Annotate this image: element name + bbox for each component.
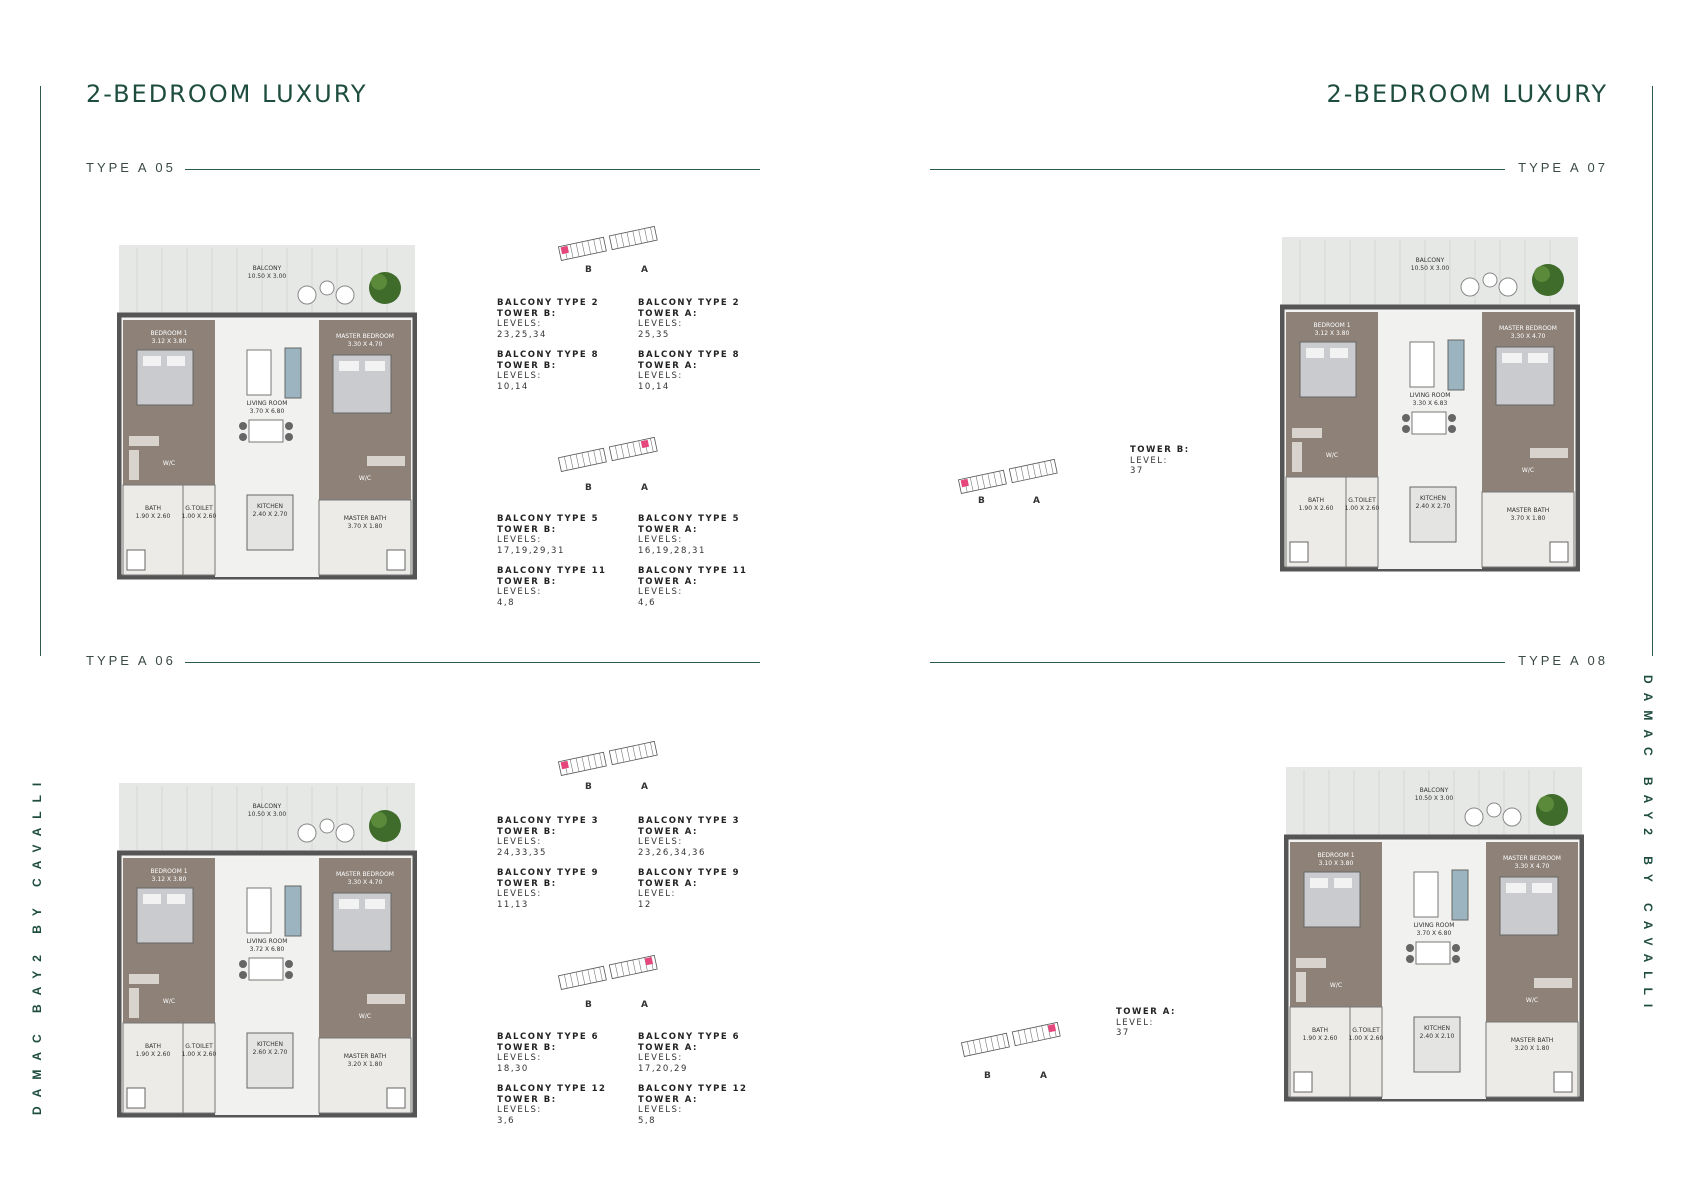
- balcony-area: [1282, 237, 1578, 307]
- key-plan-a05-2: [555, 433, 665, 482]
- room-label: W/C: [162, 460, 176, 467]
- a07-info: TOWER B: LEVEL: 37: [1130, 445, 1190, 476]
- room-label: BALCONY: [252, 265, 282, 272]
- room-label: G.TOILET: [1352, 1027, 1380, 1034]
- right-side-brand-text: DAMAC BAY2 BY CAVALLI: [1641, 675, 1655, 1017]
- key-plan-a06-1: [555, 737, 665, 786]
- type-a08-rule: [930, 662, 1505, 663]
- room-label: MASTER BEDROOM: [1499, 325, 1557, 332]
- room-label: 3.12 X 3.80: [151, 876, 187, 883]
- room-label: BATH: [145, 505, 161, 512]
- room-label: 10.50 X 3.00: [247, 811, 287, 818]
- room-label: G.TOILET: [185, 505, 213, 512]
- balcony-area: [119, 783, 415, 853]
- key-label-b: B: [984, 1071, 991, 1081]
- room-label: 3.70 X 1.80: [1510, 515, 1546, 522]
- balcony-area: [1286, 767, 1582, 837]
- room-label: KITCHEN: [1420, 495, 1446, 502]
- room-label: KITCHEN: [257, 1041, 283, 1048]
- key-label-b: B: [585, 1000, 592, 1010]
- a05-info-g2-a: BALCONY TYPE 8 TOWER A: LEVELS: 10,14: [638, 350, 741, 392]
- key-label-b: B: [585, 782, 592, 792]
- key-label-a: A: [1033, 496, 1040, 506]
- room-label: 2.60 X 2.70: [252, 1049, 288, 1056]
- key-label-a: A: [641, 1000, 648, 1010]
- room-label: 1.90 X 2.60: [1302, 1035, 1338, 1042]
- room-label: 10.50 X 3.00: [247, 273, 287, 280]
- room-label: 3.10 X 3.80: [1318, 860, 1354, 867]
- room-label: BEDROOM 1: [1313, 322, 1351, 329]
- room-label: BATH: [145, 1043, 161, 1050]
- left-side-brand-text: DAMAC BAY2 BY CAVALLI: [30, 773, 44, 1115]
- page-title-left: 2-BEDROOM LUXURY: [86, 80, 368, 108]
- room-label: 1.00 X 2.60: [1344, 505, 1380, 512]
- key-label-a: A: [641, 782, 648, 792]
- key-plan-a05-1: [555, 222, 665, 271]
- room-label: W/C: [162, 998, 176, 1005]
- type-a05-rule: [185, 169, 760, 170]
- room-label: LIVING ROOM: [246, 400, 288, 407]
- a06-info-g3-a: BALCONY TYPE 6 TOWER A: LEVELS: 17,20,29: [638, 1032, 741, 1074]
- key-label-a: A: [641, 483, 648, 493]
- a08-info: TOWER A: LEVEL: 37: [1116, 1007, 1176, 1038]
- room-label: BEDROOM 1: [150, 330, 188, 337]
- a06-info-g3-b: BALCONY TYPE 6 TOWER B: LEVELS: 18,30: [497, 1032, 600, 1074]
- room-label: W/C: [1325, 452, 1339, 459]
- room-label: 10.50 X 3.00: [1414, 795, 1454, 802]
- room-label: 1.90 X 2.60: [135, 513, 171, 520]
- floor-plan-a05: [117, 240, 417, 580]
- room-label: BALCONY: [1415, 257, 1445, 264]
- type-a06-label: TYPE A 06: [86, 653, 176, 668]
- room-label: 3.30 X 4.70: [1510, 333, 1546, 340]
- floor-plan-a08: [1284, 762, 1584, 1102]
- balcony-area: [119, 245, 415, 315]
- room-label: W/C: [1525, 997, 1539, 1004]
- room-label: 3.30 X 4.70: [347, 341, 383, 348]
- a05-info-g2-b: BALCONY TYPE 8 TOWER B: LEVELS: 10,14: [497, 350, 600, 392]
- a06-info-g1-a: BALCONY TYPE 3 TOWER A: LEVELS: 23,26,34,36: [638, 816, 741, 858]
- a06-info-g1-b: BALCONY TYPE 3 TOWER B: LEVELS: 24,33,35: [497, 816, 600, 858]
- room-label: 3.72 X 6.80: [249, 946, 285, 953]
- room-label: 1.00 X 2.60: [181, 513, 217, 520]
- room-label: MASTER BATH: [1510, 1037, 1554, 1044]
- type-a07-rule: [930, 169, 1505, 170]
- room-label: MASTER BATH: [343, 515, 387, 522]
- a06-info-g4-b: BALCONY TYPE 12 TOWER B: LEVELS: 3,6: [497, 1084, 607, 1126]
- room-label: G.TOILET: [185, 1043, 213, 1050]
- key-plan-a08: [958, 1018, 1068, 1067]
- a05-info-g4-a: BALCONY TYPE 11 TOWER A: LEVELS: 4,6: [638, 566, 748, 608]
- room-label: 1.90 X 2.60: [1298, 505, 1334, 512]
- room-label: BALCONY: [252, 803, 282, 810]
- room-label: LIVING ROOM: [1413, 922, 1455, 929]
- room-label: G.TOILET: [1348, 497, 1376, 504]
- room-label: 3.12 X 3.80: [151, 338, 187, 345]
- room-label: MASTER BATH: [343, 1053, 387, 1060]
- room-label: BEDROOM 1: [150, 868, 188, 875]
- room-label: 3.12 X 3.80: [1314, 330, 1350, 337]
- room-label: W/C: [358, 1013, 372, 1020]
- key-label-b: B: [978, 496, 985, 506]
- room-label: 3.30 X 4.70: [347, 879, 383, 886]
- left-margin-rule: [40, 86, 41, 656]
- type-a05-label: TYPE A 05: [86, 160, 176, 175]
- room-label: BATH: [1312, 1027, 1328, 1034]
- type-a08-label: TYPE A 08: [1518, 653, 1608, 668]
- a06-info-g2-b: BALCONY TYPE 9 TOWER B: LEVELS: 11,13: [497, 868, 600, 910]
- room-label: 2.40 X 2.10: [1419, 1033, 1455, 1040]
- room-label: 2.40 X 2.70: [252, 511, 288, 518]
- a05-info-g4-b: BALCONY TYPE 11 TOWER B: LEVELS: 4,8: [497, 566, 607, 608]
- room-label: KITCHEN: [257, 503, 283, 510]
- room-label: MASTER BATH: [1506, 507, 1550, 514]
- a06-info-g4-a: BALCONY TYPE 12 TOWER A: LEVELS: 5,8: [638, 1084, 748, 1126]
- floor-plan-a06: [117, 778, 417, 1118]
- room-label: 3.70 X 6.80: [1416, 930, 1452, 937]
- room-label: 1.90 X 2.60: [135, 1051, 171, 1058]
- room-label: MASTER BEDROOM: [336, 333, 394, 340]
- floor-plan-a07: [1280, 232, 1580, 572]
- room-label: KITCHEN: [1424, 1025, 1450, 1032]
- key-label-b: B: [585, 265, 592, 275]
- room-label: MASTER BEDROOM: [1503, 855, 1561, 862]
- room-label: W/C: [1521, 467, 1535, 474]
- room-label: MASTER BEDROOM: [336, 871, 394, 878]
- room-label: 3.20 X 1.80: [347, 1061, 383, 1068]
- room-label: 3.70 X 1.80: [347, 523, 383, 530]
- a05-info-g1-a: BALCONY TYPE 2 TOWER A: LEVELS: 25,35: [638, 298, 741, 340]
- room-label: BEDROOM 1: [1317, 852, 1355, 859]
- right-margin-rule: [1652, 86, 1653, 656]
- room-label: 10.50 X 3.00: [1410, 265, 1450, 272]
- key-plan-a06-2: [555, 951, 665, 1000]
- key-label-a: A: [641, 265, 648, 275]
- type-a06-rule: [185, 662, 760, 663]
- room-label: 2.40 X 2.70: [1415, 503, 1451, 510]
- page-title-right: 2-BEDROOM LUXURY: [1326, 80, 1608, 108]
- key-plan-a07: [955, 455, 1065, 504]
- room-label: LIVING ROOM: [246, 938, 288, 945]
- type-a07-label: TYPE A 07: [1518, 160, 1608, 175]
- key-label-b: B: [585, 483, 592, 493]
- room-label: 3.30 X 6.83: [1412, 400, 1448, 407]
- room-label: 3.30 X 4.70: [1514, 863, 1550, 870]
- key-label-a: A: [1040, 1071, 1047, 1081]
- room-label: 3.20 X 1.80: [1514, 1045, 1550, 1052]
- room-label: 3.70 X 6.80: [249, 408, 285, 415]
- room-label: LIVING ROOM: [1409, 392, 1451, 399]
- a06-info-g2-a: BALCONY TYPE 9 TOWER A: LEVEL: 12: [638, 868, 741, 910]
- room-label: W/C: [1329, 982, 1343, 989]
- room-label: BATH: [1308, 497, 1324, 504]
- a05-info-g3-b: BALCONY TYPE 5 TOWER B: LEVELS: 17,19,29,31: [497, 514, 600, 556]
- room-label: 1.00 X 2.60: [181, 1051, 217, 1058]
- room-label: BALCONY: [1419, 787, 1449, 794]
- a05-info-g3-a: BALCONY TYPE 5 TOWER A: LEVELS: 16,19,28,31: [638, 514, 741, 556]
- room-label: 1.00 X 2.60: [1348, 1035, 1384, 1042]
- room-label: W/C: [358, 475, 372, 482]
- a05-info-g1-b: BALCONY TYPE 2 TOWER B: LEVELS: 23,25,34: [497, 298, 600, 340]
